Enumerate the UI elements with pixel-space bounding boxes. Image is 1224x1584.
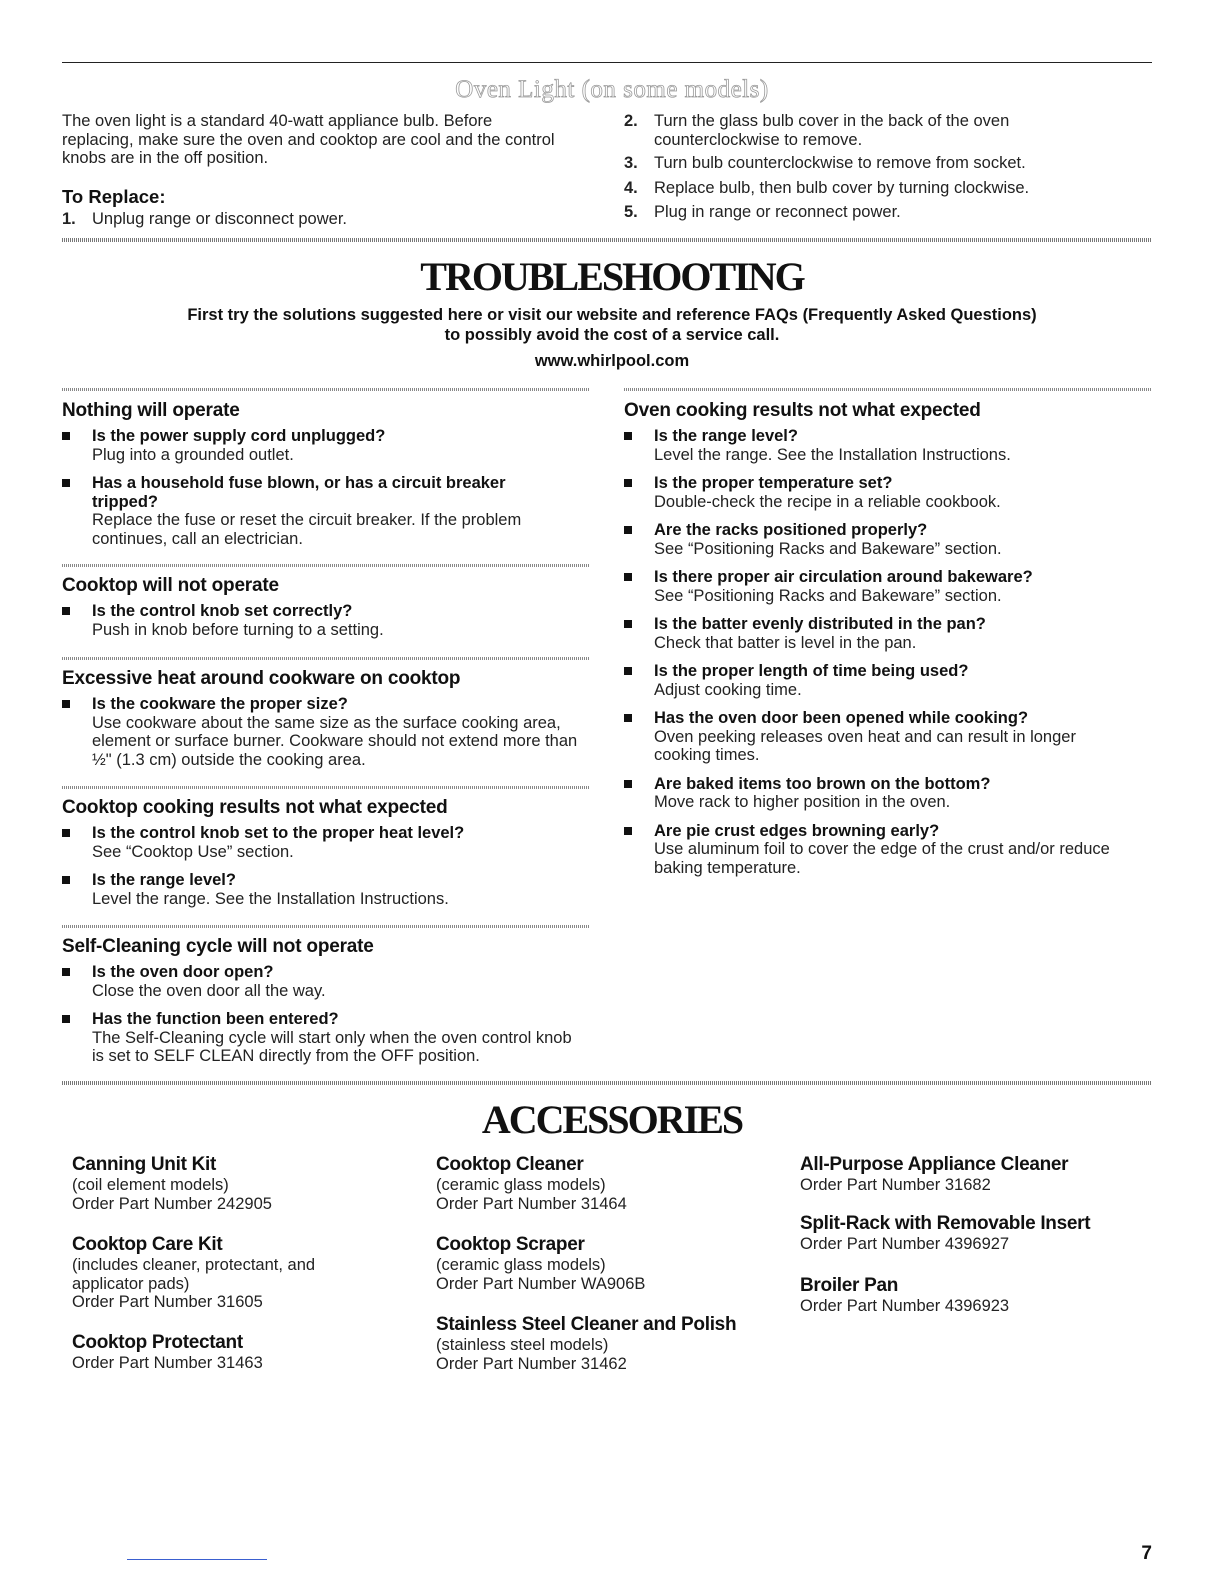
bullet-icon [624,526,632,534]
bullet-icon [62,700,70,708]
list-item: Is the batter evenly distributed in the pan? Check that batter is level in the pan. [624,615,1152,652]
bullet-icon [624,573,632,581]
bullet-icon [624,432,632,440]
list-item: Is the range level? Level the range. See the Installation Instructions. [624,427,1152,464]
accessory-cooktop-scraper: Cooktop Scraper (ceramic glass models) Order Part Number WA906B [436,1234,646,1293]
list-item: Are the racks positioned properly? See “Positioning Racks and Bakeware” section. [624,521,1152,558]
scan-artifact-line [127,1559,267,1560]
section-excessive-heat [62,668,590,779]
section-self-cleaning [62,936,590,1076]
bullet-icon [624,620,632,628]
accessories-title: ACCESSORIES [481,1097,743,1142]
replace-step-5: 5. Plug in range or reconnect power. [624,203,901,221]
list-item: Is the control knob set correctly? Push in knob before turning to a setting. [62,602,590,639]
bullet-icon [624,780,632,788]
bullet-icon [62,968,70,976]
list-item: Is there proper air circulation around bakeware? See “Positioning Racks and Bakeware” section. [624,568,1152,605]
bullet-icon [62,829,70,837]
section-heading: Excessive heat around cookware on cooktop [62,668,461,689]
troubleshooting-title: TROUBLESHOOTING [420,254,804,299]
section-cooktop-will-not-operate [62,575,590,649]
divider-troubleshooting [62,1081,1152,1085]
list-item: Is the range level? Level the range. See the Installation Instructions. [62,871,590,908]
replace-step-3: 3. Turn bulb counterclockwise to remove from socket. [624,154,1026,172]
divider-left-top [62,388,590,391]
list-item: Has the function been entered? The Self-Cleaning cycle will start only when the oven control knob is set to SELF CLEAN directly from the OFF position. [62,1010,590,1066]
divider-left-1 [62,564,590,567]
bullet-icon [624,667,632,675]
section-nothing-will-operate [62,400,590,558]
bullet-icon [62,479,70,487]
accessory-stainless-steel-cleaner: Stainless Steel Cleaner and Polish (stainless steel models) Order Part Number 31462 [436,1314,737,1373]
replace-step-1: 1. Unplug range or disconnect power. [62,210,347,228]
divider-right-top [624,388,1152,391]
list-item: Is the proper temperature set? Double-check the recipe in a reliable cookbook. [624,474,1152,511]
accessory-cooktop-protectant: Cooktop Protectant Order Part Number 31463 [72,1332,263,1372]
list-item: Is the control knob set to the proper heat level? See “Cooktop Use” section. [62,824,590,861]
section-heading: Oven cooking results not what expected [624,400,981,421]
accessory-split-rack: Split-Rack with Removable Insert Order Part Number 4396927 [800,1213,1091,1253]
troubleshooting-intro-line1: First try the solutions suggested here or visit our website and reference FAQs (Frequently Asked Questions) [187,306,1037,324]
accessory-cooktop-cleaner: Cooktop Cleaner (ceramic glass models) Order Part Number 31464 [436,1154,627,1213]
divider-left-4 [62,925,590,928]
bullet-icon [624,827,632,835]
section-heading: Cooktop cooking results not what expected [62,797,448,818]
list-item: Is the cookware the proper size? Use cookware about the same size as the surface cooking area, element or surface burner. Cookware should not extend more than ½" (1.3 cm) outside the cooking area. [62,695,590,769]
bullet-icon [62,607,70,615]
to-replace-heading: To Replace: [62,186,166,207]
replace-step-2: 2. Turn the glass bulb cover in the back of the oven counterclockwise to remove. [624,112,1010,149]
oven-light-intro: The oven light is a standard 40-watt appliance bulb. Before replacing, make sure the oven and cooktop are cool and the control knobs are in the off position. [62,112,555,167]
section-cooktop-cooking-results [62,797,590,918]
replace-step-4: 4. Replace bulb, then bulb cover by turning clockwise. [624,179,1030,197]
list-item: Are pie crust edges browning early? Use aluminum foil to cover the edge of the crust and/or reduce baking temperature. [624,822,1152,878]
bullet-icon [62,1015,70,1023]
divider-left-2 [62,657,590,660]
section-oven-cooking-results [624,400,1152,887]
accessory-canning-unit-kit: Canning Unit Kit (coil element models) Order Part Number 242905 [72,1154,272,1213]
list-item: Has a household fuse blown, or has a circuit breaker tripped? Replace the fuse or reset the circuit breaker. If the problem continues, call an electrician. [62,474,590,548]
bullet-icon [624,479,632,487]
list-item: Is the power supply cord unplugged? Plug into a grounded outlet. [62,427,590,464]
accessory-broiler-pan: Broiler Pan Order Part Number 4396923 [800,1275,1010,1315]
section-heading: Nothing will operate [62,400,240,421]
page-number: 7 [1141,1543,1152,1564]
bullet-icon [624,714,632,722]
troubleshooting-intro-line2: to possibly avoid the cost of a service call. [444,326,780,344]
list-item: Are baked items too brown on the bottom? Move rack to higher position in the oven. [624,775,1152,812]
list-item: Is the oven door open? Close the oven door all the way. [62,963,590,1000]
top-rule [62,62,1152,63]
list-item: Has the oven door been opened while cooking? Oven peeking releases oven heat and can result in longer cooking times. [624,709,1152,765]
oven-light-title: Oven Light (on some models) [455,76,769,103]
bullet-icon [62,876,70,884]
divider-oven-light [62,238,1152,242]
section-heading: Cooktop will not operate [62,575,279,596]
bullet-icon [62,432,70,440]
section-heading: Self-Cleaning cycle will not operate [62,936,374,957]
accessory-cooktop-care-kit: Cooktop Care Kit (includes cleaner, protectant, and applicator pads) Order Part Number 31605 [72,1234,316,1311]
divider-left-3 [62,786,590,789]
list-item: Is the proper length of time being used? Adjust cooking time. [624,662,1152,699]
website-link[interactable]: www.whirlpool.com [534,352,690,370]
accessory-all-purpose-cleaner: All-Purpose Appliance Cleaner Order Part Number 31682 [800,1154,1069,1194]
